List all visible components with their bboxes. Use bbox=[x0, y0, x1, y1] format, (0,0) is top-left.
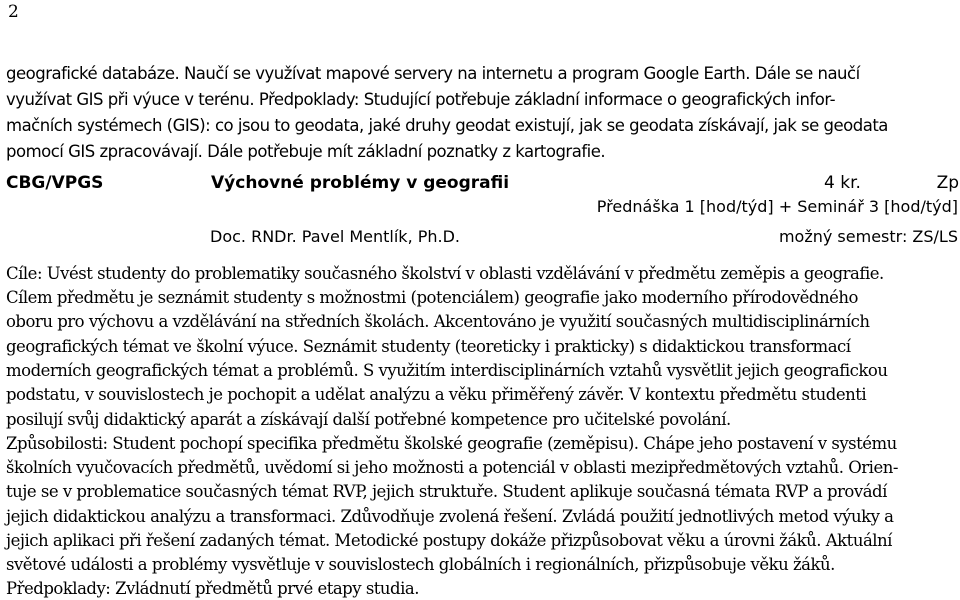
intro-line: mačních systémech (GIS): co jsou to geodata, jaké druhy geodat existují, jak se geodata získávají, jak se geodata bbox=[6, 116, 888, 135]
intro-line: geografické databáze. Naučí se využívat mapové servery na internetu a program Google Earth. Dále se naučí bbox=[6, 64, 860, 83]
body-line: tuje se v problematice současných témat RVP, jejich struktuře. Student aplikuje současná témata RVP a provádí bbox=[6, 482, 887, 501]
body-line: Cílem předmětu je seznámit studenty s možnostmi (potenciálem) geografie jako moderního přírodovědného bbox=[6, 288, 858, 307]
course-semester: možný semestr: ZS/LS bbox=[778, 227, 958, 246]
body-line: podstatu, v souvislostech je pochopit a udělat analýzu a věku přiměřený závěr. V kontextu předmětu studenti bbox=[6, 385, 867, 404]
body-line: Cíle: Uvést studenty do problematiky současného školství v oblasti vzdělávání v předmětu zeměpis a geografie. bbox=[6, 264, 884, 283]
body-line: Způsobilosti: Student pochopí specifika předmětu školské geografie (zeměpisu). Chápe jeho postavení v systému bbox=[6, 434, 897, 453]
course-title: Výchovné problémy v geografii bbox=[211, 173, 510, 193]
body-line: geografických témat ve školní výuce. Seznámit studenty (teoreticky i prakticky) s didaktickou transformací bbox=[6, 337, 851, 356]
course-credits: 4 kr. bbox=[824, 173, 861, 193]
body-line: oboru pro výchovu a vzdělávání na středních školách. Akcentováno je využití současných multidisciplinárních bbox=[6, 312, 870, 331]
course-completion: Zp bbox=[936, 173, 959, 193]
course-code: CBG/VPGS bbox=[6, 173, 104, 193]
body-line: jejich didaktickou analýzu a transformaci. Zdůvodňuje zvolená řešení. Zvládá použití jednotlivých metod výuky a bbox=[6, 507, 894, 526]
body-line: světové události a problémy vysvětluje v souvislostech globálních i regionálních, přizpůsobuje věku žáků. bbox=[6, 555, 835, 574]
body-line: Předpoklady: Zvládnutí předmětů prvé etapy studia. bbox=[6, 579, 419, 598]
body-line: moderních geografických témat a problémů. S využitím interdisciplinárních vztahů vysvětlit jejich geografickou bbox=[6, 361, 888, 380]
page-number: 2 bbox=[8, 2, 19, 22]
body-line: jejich aplikaci při řešení zadaných témat. Metodické postupy dokáže přizpůsobovat věku a úrovni žáků. Aktuální bbox=[6, 531, 892, 550]
body-line: školních vyučovacích předmětů, uvědomí si jeho možnosti a potenciál v oblasti mezipředmětových vztahů. Orien- bbox=[6, 458, 898, 477]
course-lecturer: Doc. RNDr. Pavel Mentlík, Ph.D. bbox=[210, 227, 461, 246]
body-line: posilují svůj didaktický aparát a získávají další potřebné kompetence pro učitelské povolání. bbox=[6, 410, 731, 429]
course-hours: Přednáška 1 [hod/týd] + Seminář 3 [hod/týd] bbox=[596, 197, 958, 216]
intro-line: využívat GIS při výuce v terénu. Předpoklady: Studující potřebuje základní informace o geografických infor- bbox=[6, 90, 836, 109]
intro-line: pomocí GIS zpracovávají. Dále potřebuje mít základní poznatky z kartografie. bbox=[6, 142, 606, 161]
